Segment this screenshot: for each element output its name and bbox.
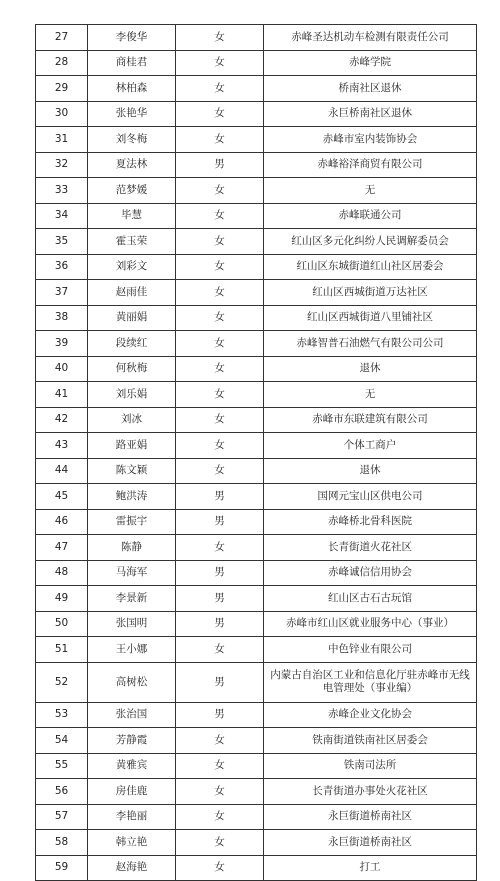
cell-name: 刘冰: [88, 407, 176, 433]
cell-gender: 男: [176, 509, 264, 535]
cell-organization: 无: [264, 178, 477, 204]
cell-number: 55: [36, 753, 88, 779]
cell-name: 刘乐娟: [88, 382, 176, 408]
table-body: [36, 25, 477, 881]
cell-organization: 赤峰市东联建筑有限公司: [264, 407, 477, 433]
cell-number: 53: [36, 702, 88, 728]
cell-gender: 女: [176, 127, 264, 153]
cell-gender: 女: [176, 753, 264, 779]
cell-gender: 女: [176, 178, 264, 204]
cell-number: 45: [36, 484, 88, 510]
cell-number: 43: [36, 433, 88, 459]
cell-gender: 女: [176, 356, 264, 382]
cell-organization: 中色锌业有限公司: [264, 637, 477, 663]
cell-gender: 女: [176, 50, 264, 76]
cell-name: 毕慧: [88, 203, 176, 229]
cell-gender: 男: [176, 484, 264, 510]
table-row: [36, 76, 477, 102]
cell-organization: 铁南司法所: [264, 753, 477, 779]
cell-name: 陈静: [88, 535, 176, 561]
cell-number: 50: [36, 611, 88, 637]
cell-organization: 内蒙古自治区工业和信息化厅驻赤峰市无线电管理处（事业编）: [264, 662, 477, 702]
cell-organization: 赤峰市红山区就业服务中心（事业）: [264, 611, 477, 637]
table-row: [36, 662, 477, 702]
table-row: [36, 728, 477, 754]
table-row: [36, 254, 477, 280]
cell-organization: 红山区多元化纠纷人民调解委员会: [264, 229, 477, 255]
cell-organization: 长青街道办事处火花社区: [264, 779, 477, 805]
cell-gender: 男: [176, 586, 264, 612]
table-row: [36, 586, 477, 612]
table-row: [36, 382, 477, 408]
cell-organization: 退休: [264, 458, 477, 484]
cell-number: 31: [36, 127, 88, 153]
cell-number: 47: [36, 535, 88, 561]
cell-gender: 女: [176, 804, 264, 830]
cell-number: 44: [36, 458, 88, 484]
cell-organization: 赤峰桥北骨科医院: [264, 509, 477, 535]
cell-name: 赵海艳: [88, 855, 176, 881]
cell-organization: 赤峰智普石油燃气有限公司公司: [264, 331, 477, 357]
cell-gender: 男: [176, 662, 264, 702]
cell-gender: 女: [176, 637, 264, 663]
table-container: [35, 24, 477, 881]
cell-name: 张治国: [88, 702, 176, 728]
cell-name: 范梦媛: [88, 178, 176, 204]
cell-name: 陈文颖: [88, 458, 176, 484]
table-row: [36, 560, 477, 586]
table-row: [36, 830, 477, 856]
cell-number: 38: [36, 305, 88, 331]
cell-number: 29: [36, 76, 88, 102]
cell-organization: 红山区西城街道八里铺社区: [264, 305, 477, 331]
cell-name: 段续红: [88, 331, 176, 357]
cell-name: 王小娜: [88, 637, 176, 663]
table-row: [36, 152, 477, 178]
table-row: [36, 484, 477, 510]
cell-name: 何秋梅: [88, 356, 176, 382]
cell-number: 56: [36, 779, 88, 805]
cell-number: 51: [36, 637, 88, 663]
cell-organization: 赤峰学院: [264, 50, 477, 76]
cell-organization: 永巨街道桥南社区: [264, 804, 477, 830]
cell-gender: 女: [176, 830, 264, 856]
cell-number: 35: [36, 229, 88, 255]
cell-number: 41: [36, 382, 88, 408]
table-row: [36, 458, 477, 484]
table-row: [36, 50, 477, 76]
cell-organization: 打工: [264, 855, 477, 881]
cell-gender: 女: [176, 305, 264, 331]
cell-number: 54: [36, 728, 88, 754]
cell-name: 黄丽娟: [88, 305, 176, 331]
cell-organization: 赤峰市室内装饰协会: [264, 127, 477, 153]
table-row: [36, 433, 477, 459]
table-row: [36, 702, 477, 728]
table-row: [36, 611, 477, 637]
cell-name: 芳静霞: [88, 728, 176, 754]
cell-gender: 女: [176, 203, 264, 229]
cell-organization: 个体工商户: [264, 433, 477, 459]
cell-name: 鲍洪涛: [88, 484, 176, 510]
table-row: [36, 203, 477, 229]
cell-name: 商桂君: [88, 50, 176, 76]
cell-organization: 红山区西城街道万达社区: [264, 280, 477, 306]
cell-name: 夏法林: [88, 152, 176, 178]
table-row: [36, 229, 477, 255]
cell-number: 49: [36, 586, 88, 612]
cell-organization: 永巨桥南社区退休: [264, 101, 477, 127]
cell-organization: 桥南社区退休: [264, 76, 477, 102]
cell-gender: 女: [176, 407, 264, 433]
cell-organization: 永巨街道桥南社区: [264, 830, 477, 856]
cell-organization: 铁南街道铁南社区居委会: [264, 728, 477, 754]
table-row: [36, 753, 477, 779]
cell-name: 霍玉荣: [88, 229, 176, 255]
cell-name: 房佳鹿: [88, 779, 176, 805]
table-row: [36, 855, 477, 881]
cell-number: 52: [36, 662, 88, 702]
table-row: [36, 407, 477, 433]
cell-gender: 女: [176, 331, 264, 357]
cell-number: 27: [36, 25, 88, 51]
table-row: [36, 331, 477, 357]
table-row: [36, 178, 477, 204]
cell-organization: 赤峰裕泽商贸有限公司: [264, 152, 477, 178]
cell-name: 黄雅宾: [88, 753, 176, 779]
cell-name: 刘彩文: [88, 254, 176, 280]
cell-number: 30: [36, 101, 88, 127]
cell-organization: 红山区古石古玩馆: [264, 586, 477, 612]
table-row: [36, 305, 477, 331]
cell-name: 赵雨佳: [88, 280, 176, 306]
cell-organization: 退休: [264, 356, 477, 382]
cell-name: 李艳丽: [88, 804, 176, 830]
cell-number: 34: [36, 203, 88, 229]
cell-gender: 男: [176, 560, 264, 586]
table-row: [36, 804, 477, 830]
cell-gender: 女: [176, 280, 264, 306]
cell-gender: 男: [176, 611, 264, 637]
cell-name: 张国明: [88, 611, 176, 637]
cell-number: 40: [36, 356, 88, 382]
cell-number: 39: [36, 331, 88, 357]
cell-organization: 赤峰企业文化协会: [264, 702, 477, 728]
cell-name: 李景新: [88, 586, 176, 612]
cell-number: 48: [36, 560, 88, 586]
cell-name: 林柏森: [88, 76, 176, 102]
cell-number: 28: [36, 50, 88, 76]
cell-gender: 女: [176, 433, 264, 459]
cell-name: 路亚娟: [88, 433, 176, 459]
cell-gender: 女: [176, 855, 264, 881]
cell-name: 张艳华: [88, 101, 176, 127]
cell-gender: 女: [176, 728, 264, 754]
cell-gender: 女: [176, 76, 264, 102]
cell-number: 59: [36, 855, 88, 881]
cell-gender: 女: [176, 535, 264, 561]
cell-gender: 女: [176, 229, 264, 255]
cell-gender: 女: [176, 101, 264, 127]
cell-gender: 男: [176, 702, 264, 728]
cell-gender: 女: [176, 779, 264, 805]
cell-organization: 红山区东城街道红山社区居委会: [264, 254, 477, 280]
cell-name: 高树松: [88, 662, 176, 702]
cell-gender: 女: [176, 254, 264, 280]
cell-number: 57: [36, 804, 88, 830]
cell-gender: 女: [176, 382, 264, 408]
table-row: [36, 779, 477, 805]
cell-name: 雷振宇: [88, 509, 176, 535]
cell-organization: 无: [264, 382, 477, 408]
cell-number: 36: [36, 254, 88, 280]
cell-organization: 赤峰圣达机动车检测有限责任公司: [264, 25, 477, 51]
cell-gender: 女: [176, 458, 264, 484]
table-row: [36, 127, 477, 153]
cell-organization: 长青街道火花社区: [264, 535, 477, 561]
table-row: [36, 280, 477, 306]
table-row: [36, 25, 477, 51]
cell-number: 42: [36, 407, 88, 433]
cell-organization: 赤峰联通公司: [264, 203, 477, 229]
table-row: [36, 356, 477, 382]
cell-name: 韩立艳: [88, 830, 176, 856]
cell-number: 32: [36, 152, 88, 178]
cell-name: 李俊华: [88, 25, 176, 51]
cell-number: 58: [36, 830, 88, 856]
cell-number: 33: [36, 178, 88, 204]
cell-gender: 女: [176, 25, 264, 51]
cell-number: 37: [36, 280, 88, 306]
cell-organization: 赤峰诚信信用协会: [264, 560, 477, 586]
cell-number: 46: [36, 509, 88, 535]
cell-organization: 国网元宝山区供电公司: [264, 484, 477, 510]
table-row: [36, 101, 477, 127]
cell-name: 刘冬梅: [88, 127, 176, 153]
cell-name: 马海军: [88, 560, 176, 586]
table-row: [36, 509, 477, 535]
table-row: [36, 535, 477, 561]
member-table: [35, 24, 477, 881]
cell-gender: 男: [176, 152, 264, 178]
table-row: [36, 637, 477, 663]
